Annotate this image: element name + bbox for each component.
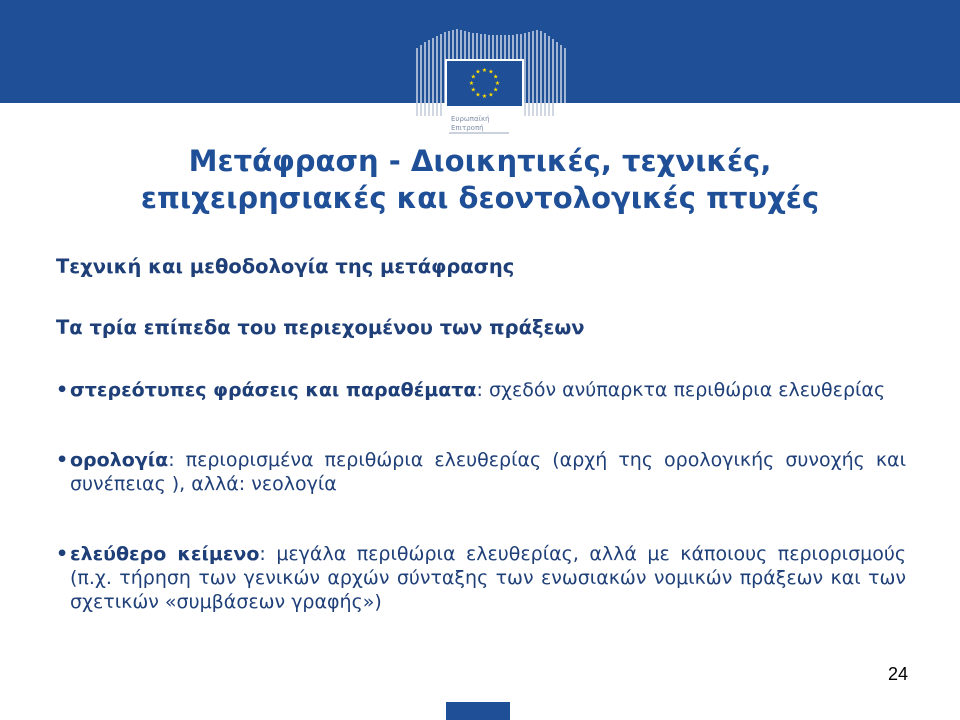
bullet-marker: •: [56, 543, 69, 565]
svg-text:★: ★: [470, 73, 476, 81]
bullet-item: [56, 448, 906, 496]
page-number: 24: [887, 664, 908, 684]
european-commission-logo: [413, 28, 580, 135]
subheading-three-levels: Τα τρία επίπεδα του περιεχομένου των πράξεων: [56, 316, 585, 339]
svg-text:★: ★: [494, 80, 501, 87]
bullet-text: : σχεδόν ανύπαρκτα περιθώρια ελευθερίας: [476, 379, 886, 401]
bullet-term: ελεύθερο κείμενο: [70, 543, 260, 565]
svg-text:★: ★: [493, 73, 499, 81]
title-line-2: επιχειρησιακές και δεοντολογικές πτυχές: [140, 181, 820, 215]
bullet-term: στερεότυπες φράσεις και παραθέματα: [70, 379, 477, 401]
subheading-technique: Τεχνική και μεθοδολογία της μετάφρασης: [56, 255, 515, 278]
bullet-list: [56, 378, 906, 660]
logo-line2-text: Επιτροπή: [451, 124, 484, 132]
svg-text:★: ★: [493, 86, 499, 94]
svg-text:★: ★: [488, 68, 494, 76]
bullet-term: ορολογία: [70, 449, 169, 471]
svg-text:★: ★: [468, 80, 475, 87]
bottom-tab: [446, 702, 510, 720]
svg-text:★: ★: [481, 93, 488, 100]
svg-text:★: ★: [481, 67, 488, 74]
svg-text:★: ★: [475, 91, 481, 99]
bullet-text: : περιορισμένα περιθώρια ελευθερίας (αρχή της ορολογικής συνοχής και συνέπειας ), αλλά: νεολογία: [70, 449, 906, 495]
slide-title: [40, 143, 920, 217]
bullet-item: [56, 542, 906, 614]
bullet-item: [56, 378, 906, 402]
bullet-marker: •: [56, 379, 69, 401]
svg-text:★: ★: [475, 68, 481, 76]
svg-text:★: ★: [470, 86, 476, 94]
logo-line1-text: Ευρωπαϊκή: [451, 115, 490, 123]
title-line-1: Μετάφραση - Διοικητικές, τεχνικές,: [188, 144, 772, 178]
svg-text:★: ★: [488, 91, 494, 99]
bullet-marker: •: [56, 449, 69, 471]
bullet-text: : μεγάλα περιθώρια ελευθερίας, αλλά με κάποιους περιορισμούς (π.χ. τήρηση των γενικών αρχών σύνταξης των ενωσιακών νομικών πράξεων και των σχετικών «συμβάσεων γραφής»): [70, 543, 906, 613]
